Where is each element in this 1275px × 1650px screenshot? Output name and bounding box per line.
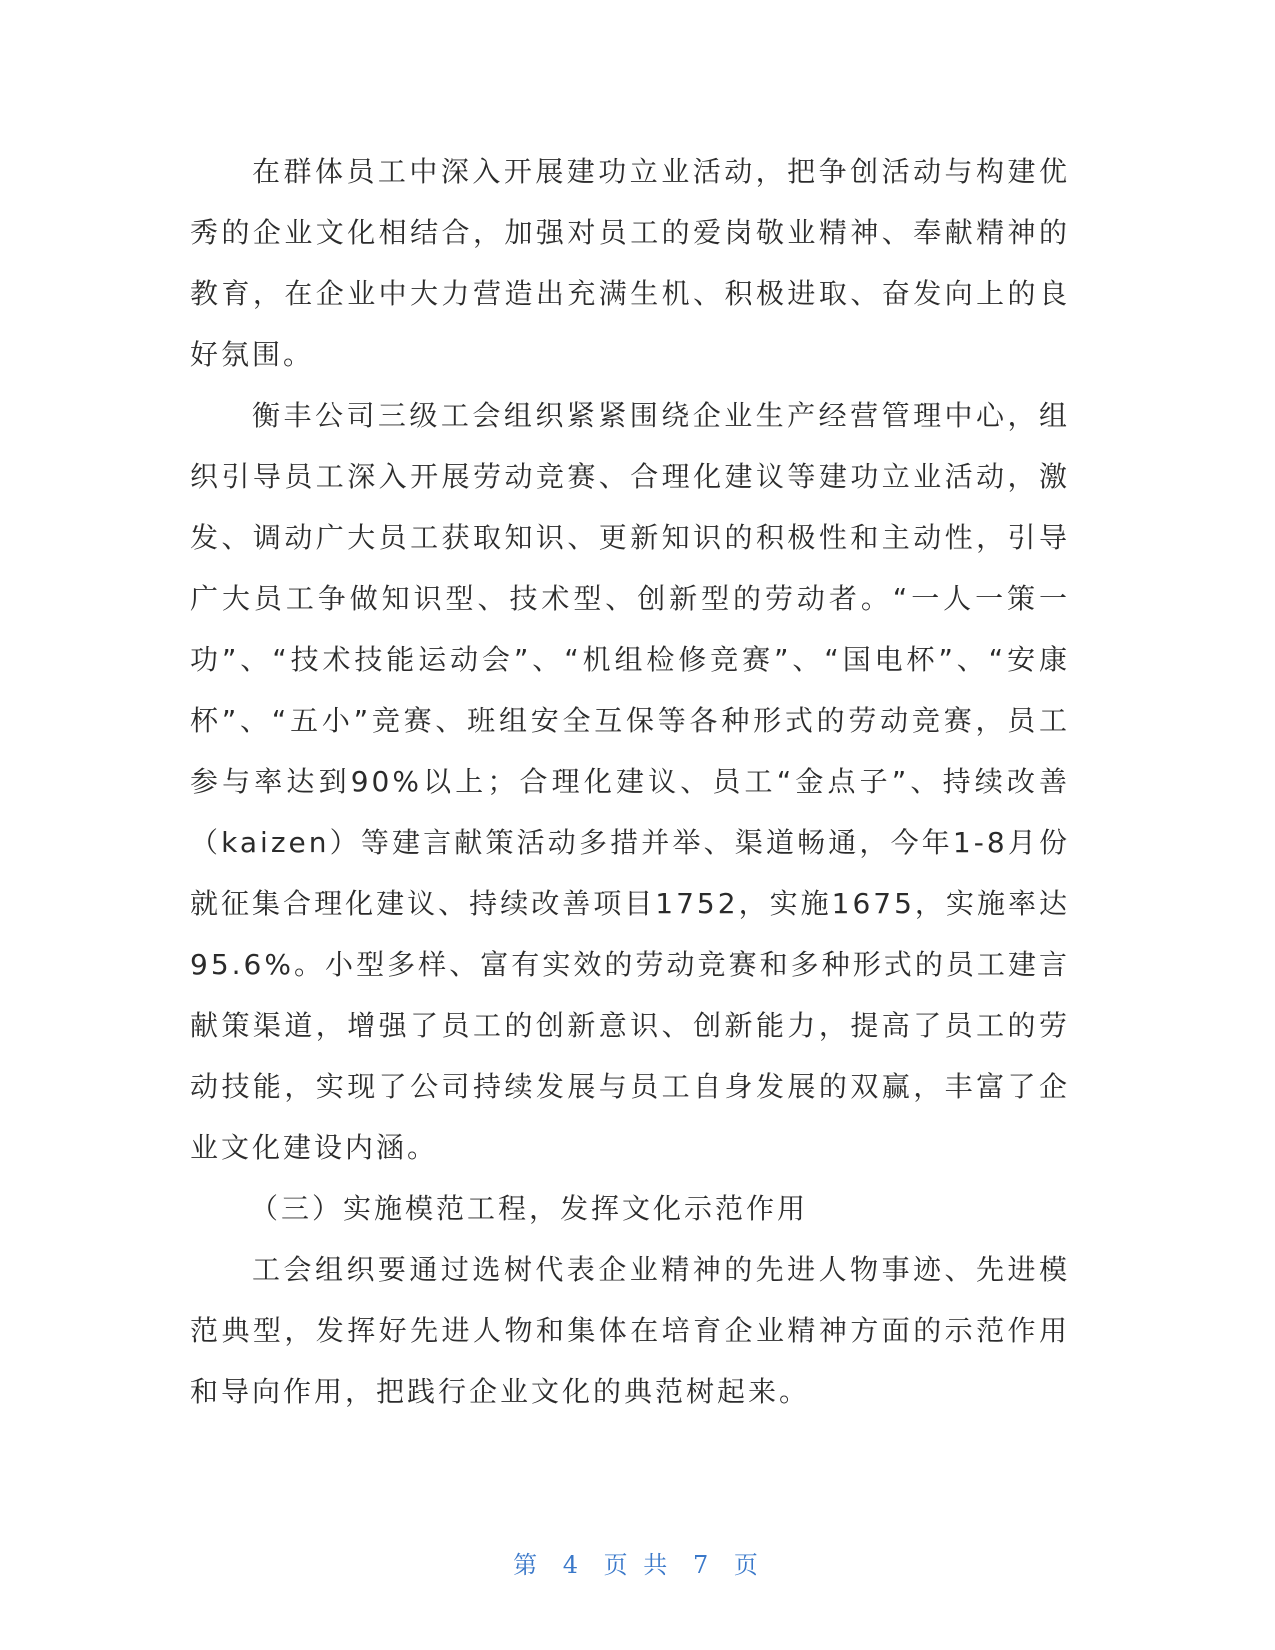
section-heading: （三）实施模范工程，发挥文化示范作用: [250, 1192, 809, 1225]
paragraph-3: 工会组织要通过选树代表企业精神的先进人物事迹、先进模范典型，发挥好先进人物和集体在培育企业精神方面的示范作用和导向作用，把践行企业文化的典范树起来。: [190, 1253, 1070, 1408]
paragraph-1: 在群体员工中深入开展建功立业活动，把争创活动与构建优秀的企业文化相结合，加强对员工的爱岗敬业精神、奉献精神的教育，在企业中大力营造出充满生机、积极进取、奋发向上的良好氛围。: [190, 155, 1070, 371]
total-pages-number: 7: [692, 1551, 713, 1579]
footer-prefix: 第: [513, 1551, 542, 1579]
document-body: [190, 141, 1070, 1422]
footer-middle: 页 共: [603, 1551, 672, 1579]
footer-suffix: 页: [733, 1551, 762, 1579]
paragraph-2: 衡丰公司三级工会组织紧紧围绕企业生产经营管理中心，组织引导员工深入开展劳动竞赛、合理化建议等建功立业活动，激发、调动广大员工获取知识、更新知识的积极性和主动性，引导广大员工争做知识型、技术型、创新型的劳动者。“一人一策一功”、“技术技能运动会”、“机组检修竞赛”、“国电杯”、“安康杯”、“五小”竞赛、班组安全互保等各种形式的劳动竞赛，员工参与率达到90%以上；合理化建议、员工“金点子”、持续改善（kaizen）等建言献策活动多措并举、渠道畅通，今年1-8月份就征集合理化建议、持续改善项目1752，实施1675，实施率达95.6%。小型多样、富有实效的劳动竞赛和多种形式的员工建言献策渠道，增强了员工的创新意识、创新能力，提高了员工的劳动技能，实现了公司持续发展与员工自身发展的双赢，丰富了企业文化建设内涵。: [190, 399, 1070, 1164]
current-page-number: 4: [562, 1551, 583, 1579]
page-footer: [0, 1545, 1275, 1580]
